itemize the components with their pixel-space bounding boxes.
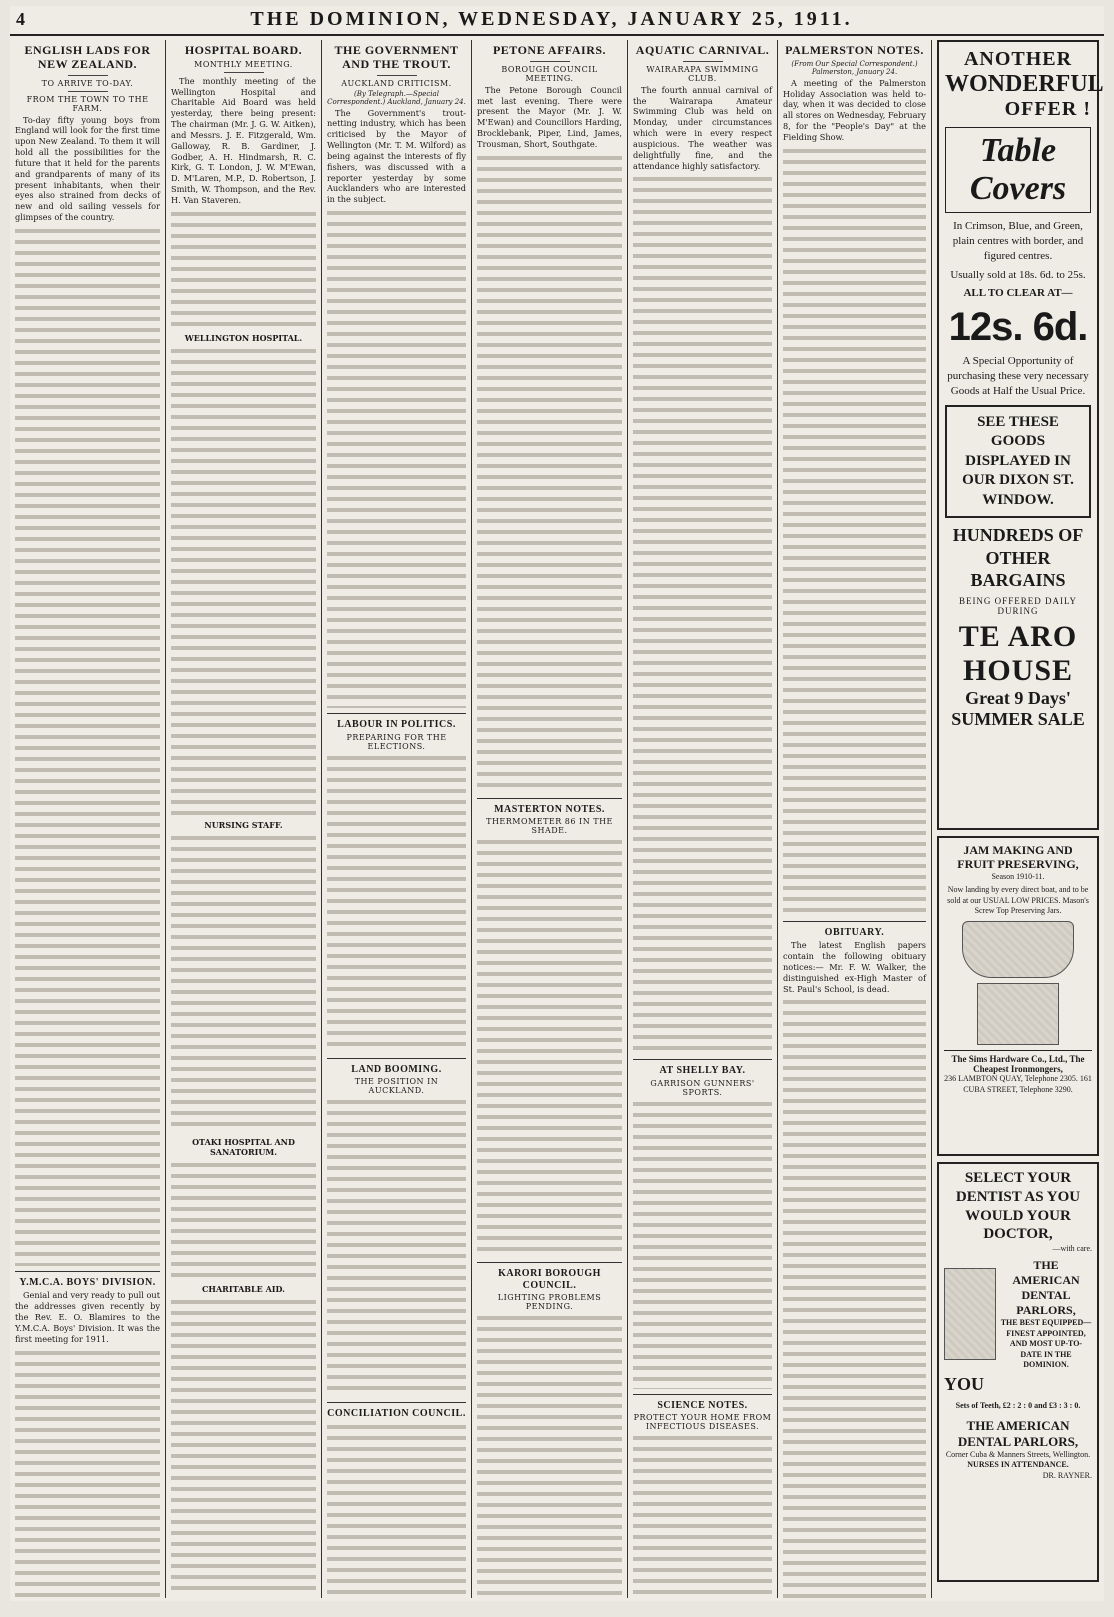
ad-heading: OFFER !	[1004, 98, 1091, 120]
ad-sale: SUMMER SALE	[951, 708, 1085, 729]
article-title: Y.M.C.A. BOYS' DIVISION.	[19, 1276, 156, 1288]
preserving-pan-illustration	[962, 921, 1074, 978]
article-title: PALMERSTON NOTES.	[785, 43, 924, 57]
article-body	[327, 1097, 466, 1397]
article-body	[477, 153, 622, 793]
article-title: LABOUR IN POLITICS.	[337, 719, 456, 731]
article-body	[327, 1422, 466, 1598]
column-government-trout	[322, 40, 472, 1598]
column-palmerston-notes	[778, 40, 932, 1598]
ad-address: 236 LAMBTON QUAY, Telephone 2305. 161 CUBA STREET, Telephone 3290.	[944, 1074, 1092, 1094]
ad-usual-price: Usually sold at 18s. 6d. to 25s.	[950, 268, 1086, 281]
columns	[10, 36, 1104, 1598]
newspaper-page	[10, 6, 1104, 1601]
article-title: KARORI BOROUGH COUNCIL.	[498, 1268, 601, 1291]
ad-body: Now landing by every direct boat, and to be sold at our USUAL LOW PRICES. Mason's Screw Top Preserving Jars.	[947, 885, 1089, 915]
article-body	[171, 1160, 316, 1280]
article-subhead: BOROUGH COUNCIL MEETING.	[501, 64, 598, 83]
ad-brand: THE AMERICAN DENTAL PARLORS,	[1012, 1258, 1080, 1318]
article-subhead: MONTHLY MEETING.	[194, 59, 293, 69]
section-head: CHARITABLE AID.	[202, 1283, 285, 1294]
page-number: 4	[16, 9, 25, 29]
ad-nurses: NURSES IN ATTENDANCE.	[967, 1460, 1069, 1470]
ad-heading: WONDERFUL	[945, 71, 1104, 97]
ad-window: SEE THESE GOODS DISPLAYED IN OUR DIXON ST. WINDOW.	[945, 405, 1091, 519]
ad-you: YOU	[944, 1374, 984, 1395]
ad-price: 12s. 6d.	[948, 305, 1088, 350]
article-body	[633, 174, 772, 1054]
column-hospital-board	[166, 40, 322, 1598]
column-aquatic-carnival	[628, 40, 778, 1598]
article-title: CONCILIATION COUNCIL.	[327, 1408, 466, 1420]
masthead	[10, 6, 1104, 36]
article-title: OBITUARY.	[824, 926, 885, 938]
ad-sale: Great 9 Days'	[965, 687, 1071, 708]
article-body	[15, 1348, 160, 1598]
article-title: AT SHELLY BAY.	[659, 1065, 746, 1077]
article-byline: (From Our Special Correspondent.) Palmerston, January 24.	[791, 59, 918, 76]
ad-sets: Sets of Teeth, £2 : 2 : 0 and £3 : 3 : 0.	[955, 1401, 1081, 1411]
ad-brand: THE AMERICAN DENTAL PARLORS,	[957, 1417, 1079, 1449]
article-subhead: PROTECT YOUR HOME FROM INFECTIOUS DISEASES.	[633, 1413, 772, 1432]
scales-illustration	[977, 983, 1059, 1045]
article-paragraph: The Government's trout-netting industry, which has been criticised by the Mayor of Wellington (Mr. T. M. Wilford) as being against the interests of fly fishers, was discussed with a reporter yesterday by some Aucklanders who are interested in the subject.	[327, 107, 466, 205]
article-body	[477, 837, 622, 1257]
article-body	[783, 997, 926, 1598]
article-paragraph: Genial and very ready to pull out the addresses given recently by the Rev. E. O. Blamires to the Y.M.C.A. Boys' Division. It was the first meeting for 1911.	[15, 1290, 160, 1344]
article-subhead: AUCKLAND CRITICISM.	[341, 78, 452, 88]
article-title: SCIENCE NOTES.	[657, 1399, 748, 1411]
column-english-lads	[10, 40, 166, 1598]
section-head: OTAKI HOSPITAL AND SANATORIUM.	[192, 1136, 295, 1157]
article-body	[633, 1433, 772, 1598]
ad-jam-making	[937, 836, 1099, 1156]
article-body	[15, 226, 160, 1266]
ad-store-name: TE ARO HOUSE	[958, 619, 1078, 687]
article-body	[783, 146, 926, 916]
article-title: THE GOVERNMENT AND THE TROUT.	[334, 43, 459, 71]
section-head: WELLINGTON HOSPITAL.	[184, 332, 303, 343]
article-body	[477, 1313, 622, 1598]
article-paragraph: The monthly meeting of the Wellington Hospital and Charitable Aid Board was held yesterday, there being present: The chairman (Mr. J. G. W. Aitken), and Messrs. J. E. Fitzgerald, Wm. Galloway, R. B. Gardiner, J. Godber, A. H. Hindmarsh, R. C. Kirk, G. T. London, J. W. M'Ewan, D. M'Laren, M.P., D. Robertson, J. Smith, W. Thompson, and the Rev. H. Van Staveren.	[171, 75, 316, 205]
ad-heading: JAM MAKING AND FRUIT PRESERVING,	[957, 843, 1079, 872]
article-body	[327, 753, 466, 1053]
ad-hundreds: HUNDREDS OF OTHER BARGAINS	[952, 525, 1084, 591]
ad-tagline: THE BEST EQUIPPED—FINEST APPOINTED, AND MOST UP-TO-DATE IN THE DOMINION.	[1000, 1318, 1092, 1369]
article-byline: (By Telegraph.—Special Correspondent.) Auckland, January 24.	[327, 89, 466, 106]
ad-heading: ANOTHER	[963, 48, 1073, 70]
article-title: HOSPITAL BOARD.	[184, 43, 303, 57]
article-subhead: THE POSITION IN AUCKLAND.	[354, 1077, 439, 1096]
article-subhead: THERMOMETER 86 IN THE SHADE.	[486, 817, 613, 836]
ad-special: A Special Opportunity of purchasing these very necessary Goods at Half the Usual Price.	[947, 355, 1089, 397]
article-subhead: LIGHTING PROBLEMS PENDING.	[497, 1293, 602, 1312]
article-subhead: GARRISON GUNNERS' SPORTS.	[650, 1078, 755, 1097]
article-subhead: PREPARING FOR THE ELECTIONS.	[346, 732, 447, 751]
ad-heading: SELECT YOUR DENTIST AS YOU WOULD YOUR DOCTOR,	[955, 1170, 1081, 1243]
article-paragraph: The Petone Borough Council met last evening. There were present the Mayor (Mr. J. W. M'Ewan) and Councillors Harding, Brocklebank, Piper, Lind, James, Trousman, Short, Southgate.	[477, 84, 622, 149]
article-paragraph: The fourth annual carnival of the Wairarapa Amateur Swimming Club was held on Monday, under circumstances which were in every respect auspicious. The weather was delightfully fine, and the attendance highly satisfactory.	[633, 84, 772, 171]
article-title: ENGLISH LADS FOR NEW ZEALAND.	[24, 43, 151, 71]
article-body	[171, 209, 316, 329]
article-body	[171, 346, 316, 816]
ad-table-covers	[937, 40, 1104, 830]
article-title: PETONE AFFAIRS.	[492, 43, 607, 57]
ad-address: Corner Cuba & Manners Streets, Wellington.	[945, 1449, 1091, 1459]
pointing-figure-illustration	[944, 1268, 996, 1360]
section-head: NURSING STAFF.	[204, 819, 283, 830]
article-body	[171, 1297, 316, 1597]
article-body	[633, 1099, 772, 1389]
ad-clear: ALL TO CLEAR AT—	[963, 287, 1073, 300]
ad-with-care: —with care.	[1052, 1244, 1092, 1253]
ad-season: Season 1910-11.	[991, 871, 1045, 881]
article-title: AQUATIC CARNIVAL.	[635, 43, 770, 57]
ad-product: Table Covers	[945, 127, 1091, 213]
article-paragraph: To-day fifty young boys from England will look for the first time upon New Zealand. To them it will hold all the possibilities for the future that it held for the parents and grandparents of many of its present inhabitants, when their eyes also strained from decks of new and old sailing vessels for glimpses of the country.	[15, 114, 160, 223]
article-body	[327, 208, 466, 708]
ad-dentist	[937, 1162, 1099, 1582]
ad-doctor: DR. RAYNER.	[1042, 1470, 1092, 1480]
column-advertisements	[932, 40, 1104, 1598]
article-title: LAND BOOMING.	[351, 1063, 442, 1075]
article-subhead: FROM THE TOWN TO THE FARM.	[26, 94, 149, 113]
article-subhead: TO ARRIVE TO-DAY.	[41, 78, 134, 88]
ad-footer: The Sims Hardware Co., Ltd., The Cheapest Ironmongers,	[944, 1050, 1092, 1074]
masthead-title: THE DOMINION, WEDNESDAY, JANUARY 25, 1911.	[250, 8, 853, 30]
article-paragraph: A meeting of the Palmerston Holiday Association was held to-day, when it was decided to close all stores on Wednesday, February 8, for the "People's Day" at the Fielding Show.	[783, 77, 926, 142]
column-petone-affairs	[472, 40, 628, 1598]
article-body	[171, 833, 316, 1133]
ad-description: In Crimson, Blue, and Green, plain centres with border, and figured centres.	[952, 220, 1084, 262]
article-paragraph: The latest English papers contain the following obituary notices:— Mr. F. W. Walker, the distinguished ex-High Master of St. Paul's School, is dead.	[783, 940, 926, 994]
ad-daily: BEING OFFERED DAILY DURING	[958, 595, 1078, 616]
article-subhead: WAIRARAPA SWIMMING CLUB.	[646, 64, 759, 83]
article-title: MASTERTON NOTES.	[494, 803, 605, 815]
